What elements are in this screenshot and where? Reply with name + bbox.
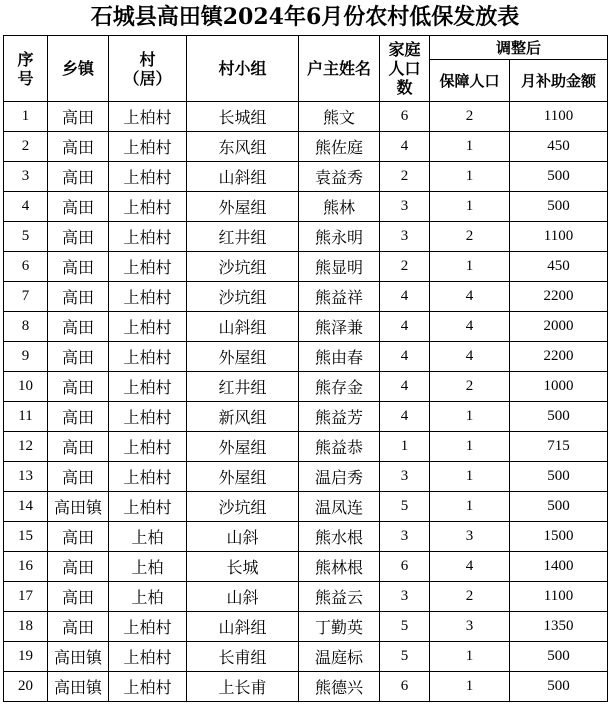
cell-amount: 715 bbox=[510, 432, 608, 462]
cell-group: 上长甫 bbox=[187, 672, 299, 702]
cell-township: 高田 bbox=[48, 582, 109, 612]
cell-village: 上柏村 bbox=[109, 312, 187, 342]
table-row bbox=[4, 312, 608, 342]
table-row bbox=[4, 132, 608, 162]
cell-village: 上柏村 bbox=[109, 492, 187, 522]
cell-covered: 1 bbox=[430, 642, 510, 672]
cell-family-size: 4 bbox=[380, 282, 430, 312]
table-row bbox=[4, 492, 608, 522]
cell-group: 外屋组 bbox=[187, 192, 299, 222]
cell-group: 长城组 bbox=[187, 102, 299, 132]
cell-index: 17 bbox=[4, 582, 48, 612]
cell-index: 2 bbox=[4, 132, 48, 162]
cell-township: 高田 bbox=[48, 222, 109, 252]
cell-group: 东风组 bbox=[187, 132, 299, 162]
cell-group: 山斜组 bbox=[187, 612, 299, 642]
cell-head-name: 袁益秀 bbox=[299, 162, 380, 192]
cell-head-name: 丁勤英 bbox=[299, 612, 380, 642]
cell-index: 6 bbox=[4, 252, 48, 282]
cell-group: 红井组 bbox=[187, 372, 299, 402]
cell-head-name: 熊泽兼 bbox=[299, 312, 380, 342]
cell-covered: 3 bbox=[430, 612, 510, 642]
cell-amount: 500 bbox=[510, 192, 608, 222]
cell-index: 1 bbox=[4, 102, 48, 132]
cell-group: 山斜组 bbox=[187, 162, 299, 192]
cell-head-name: 熊林根 bbox=[299, 552, 380, 582]
cell-village: 上柏村 bbox=[109, 672, 187, 702]
cell-family-size: 2 bbox=[380, 162, 430, 192]
cell-amount: 1400 bbox=[510, 552, 608, 582]
cell-family-size: 2 bbox=[380, 252, 430, 282]
cell-village: 上柏村 bbox=[109, 342, 187, 372]
cell-township: 高田 bbox=[48, 162, 109, 192]
cell-family-size: 5 bbox=[380, 612, 430, 642]
table-body bbox=[4, 102, 608, 702]
table-row bbox=[4, 192, 608, 222]
cell-village: 上柏村 bbox=[109, 642, 187, 672]
cell-village: 上柏 bbox=[109, 582, 187, 612]
cell-village: 上柏村 bbox=[109, 102, 187, 132]
cell-village: 上柏村 bbox=[109, 162, 187, 192]
table-row bbox=[4, 642, 608, 672]
cell-village: 上柏村 bbox=[109, 192, 187, 222]
cell-head-name: 熊德兴 bbox=[299, 672, 380, 702]
cell-index: 9 bbox=[4, 342, 48, 372]
cell-village: 上柏村 bbox=[109, 132, 187, 162]
cell-family-size: 4 bbox=[380, 342, 430, 372]
cell-amount: 1100 bbox=[510, 222, 608, 252]
header-covered: 保障人口 bbox=[430, 60, 510, 102]
cell-family-size: 6 bbox=[380, 552, 430, 582]
cell-township: 高田 bbox=[48, 372, 109, 402]
cell-group: 沙坑组 bbox=[187, 252, 299, 282]
cell-group: 新风组 bbox=[187, 402, 299, 432]
cell-covered: 1 bbox=[430, 492, 510, 522]
cell-village: 上柏村 bbox=[109, 222, 187, 252]
cell-covered: 2 bbox=[430, 222, 510, 252]
cell-head-name: 熊水根 bbox=[299, 522, 380, 552]
cell-head-name: 温启秀 bbox=[299, 462, 380, 492]
cell-township: 高田 bbox=[48, 522, 109, 552]
cell-head-name: 熊文 bbox=[299, 102, 380, 132]
cell-covered: 4 bbox=[430, 342, 510, 372]
table-row bbox=[4, 162, 608, 192]
cell-covered: 4 bbox=[430, 552, 510, 582]
cell-index: 10 bbox=[4, 372, 48, 402]
cell-group: 外屋组 bbox=[187, 432, 299, 462]
cell-head-name: 熊益恭 bbox=[299, 432, 380, 462]
cell-village: 上柏村 bbox=[109, 402, 187, 432]
cell-village: 上柏村 bbox=[109, 282, 187, 312]
header-village: 村（居） bbox=[109, 36, 187, 102]
cell-amount: 500 bbox=[510, 462, 608, 492]
cell-amount: 2200 bbox=[510, 282, 608, 312]
cell-family-size: 4 bbox=[380, 402, 430, 432]
cell-township: 高田 bbox=[48, 552, 109, 582]
table-row bbox=[4, 522, 608, 552]
cell-township: 高田 bbox=[48, 402, 109, 432]
cell-family-size: 5 bbox=[380, 642, 430, 672]
cell-township: 高田 bbox=[48, 132, 109, 162]
cell-village: 上柏村 bbox=[109, 612, 187, 642]
page-title: 石城县高田镇2024年6月份农村低保发放表 bbox=[90, 4, 520, 30]
cell-village: 上柏 bbox=[109, 552, 187, 582]
cell-township: 高田 bbox=[48, 102, 109, 132]
cell-amount: 1350 bbox=[510, 612, 608, 642]
header-family: 家庭人口数 bbox=[380, 36, 430, 102]
cell-group: 山斜 bbox=[187, 522, 299, 552]
cell-head-name: 温庭标 bbox=[299, 642, 380, 672]
cell-amount: 1100 bbox=[510, 582, 608, 612]
cell-index: 3 bbox=[4, 162, 48, 192]
table-row bbox=[4, 612, 608, 642]
cell-covered: 1 bbox=[430, 132, 510, 162]
cell-head-name: 熊佐庭 bbox=[299, 132, 380, 162]
cell-covered: 1 bbox=[430, 402, 510, 432]
cell-index: 7 bbox=[4, 282, 48, 312]
table-row bbox=[4, 672, 608, 702]
cell-group: 外屋组 bbox=[187, 462, 299, 492]
header-index: 序号 bbox=[4, 36, 48, 102]
cell-family-size: 4 bbox=[380, 372, 430, 402]
cell-amount: 450 bbox=[510, 132, 608, 162]
cell-group: 山斜组 bbox=[187, 312, 299, 342]
cell-covered: 4 bbox=[430, 312, 510, 342]
cell-amount: 450 bbox=[510, 252, 608, 282]
header-adjusted: 调整后 bbox=[430, 36, 608, 60]
cell-amount: 500 bbox=[510, 672, 608, 702]
cell-village: 上柏村 bbox=[109, 372, 187, 402]
cell-family-size: 1 bbox=[380, 432, 430, 462]
cell-group: 长甫组 bbox=[187, 642, 299, 672]
header-group: 村小组 bbox=[187, 36, 299, 102]
table-row bbox=[4, 222, 608, 252]
cell-village: 上柏村 bbox=[109, 252, 187, 282]
cell-head-name: 熊益祥 bbox=[299, 282, 380, 312]
cell-township: 高田 bbox=[48, 282, 109, 312]
cell-village: 上柏村 bbox=[109, 462, 187, 492]
cell-township: 高田 bbox=[48, 342, 109, 372]
cell-covered: 1 bbox=[430, 192, 510, 222]
cell-family-size: 3 bbox=[380, 222, 430, 252]
header-amount: 月补助金额 bbox=[510, 60, 608, 102]
table-row bbox=[4, 102, 608, 132]
cell-amount: 500 bbox=[510, 642, 608, 672]
cell-township: 高田 bbox=[48, 252, 109, 282]
allowance-table bbox=[3, 35, 608, 702]
cell-head-name: 熊益云 bbox=[299, 582, 380, 612]
cell-covered: 2 bbox=[430, 582, 510, 612]
cell-index: 4 bbox=[4, 192, 48, 222]
cell-amount: 1000 bbox=[510, 372, 608, 402]
header-head: 户主姓名 bbox=[299, 36, 380, 102]
cell-amount: 1500 bbox=[510, 522, 608, 552]
cell-amount: 500 bbox=[510, 402, 608, 432]
table-row bbox=[4, 582, 608, 612]
cell-group: 山斜 bbox=[187, 582, 299, 612]
table-row bbox=[4, 552, 608, 582]
cell-amount: 1100 bbox=[510, 102, 608, 132]
cell-index: 11 bbox=[4, 402, 48, 432]
cell-group: 沙坑组 bbox=[187, 492, 299, 522]
cell-family-size: 3 bbox=[380, 462, 430, 492]
cell-group: 红井组 bbox=[187, 222, 299, 252]
cell-amount: 500 bbox=[510, 162, 608, 192]
table-row bbox=[4, 342, 608, 372]
cell-township: 高田 bbox=[48, 432, 109, 462]
cell-covered: 4 bbox=[430, 282, 510, 312]
cell-group: 外屋组 bbox=[187, 342, 299, 372]
cell-index: 18 bbox=[4, 612, 48, 642]
cell-head-name: 熊林 bbox=[299, 192, 380, 222]
cell-village: 上柏村 bbox=[109, 432, 187, 462]
cell-covered: 3 bbox=[430, 522, 510, 552]
cell-township: 高田镇 bbox=[48, 642, 109, 672]
cell-covered: 1 bbox=[430, 462, 510, 492]
cell-head-name: 熊由春 bbox=[299, 342, 380, 372]
table-row bbox=[4, 462, 608, 492]
table-row bbox=[4, 372, 608, 402]
table-row bbox=[4, 282, 608, 312]
cell-township: 高田 bbox=[48, 612, 109, 642]
cell-township: 高田镇 bbox=[48, 672, 109, 702]
cell-covered: 1 bbox=[430, 252, 510, 282]
cell-amount: 500 bbox=[510, 492, 608, 522]
cell-index: 12 bbox=[4, 432, 48, 462]
cell-index: 5 bbox=[4, 222, 48, 252]
cell-township: 高田 bbox=[48, 192, 109, 222]
cell-covered: 1 bbox=[430, 432, 510, 462]
cell-group: 长城 bbox=[187, 552, 299, 582]
header-township: 乡镇 bbox=[48, 36, 109, 102]
cell-head-name: 熊益芳 bbox=[299, 402, 380, 432]
cell-index: 13 bbox=[4, 462, 48, 492]
cell-covered: 1 bbox=[430, 162, 510, 192]
cell-village: 上柏 bbox=[109, 522, 187, 552]
table-row bbox=[4, 432, 608, 462]
cell-index: 20 bbox=[4, 672, 48, 702]
table-row bbox=[4, 402, 608, 432]
cell-head-name: 熊存金 bbox=[299, 372, 380, 402]
cell-index: 8 bbox=[4, 312, 48, 342]
cell-covered: 1 bbox=[430, 672, 510, 702]
cell-family-size: 4 bbox=[380, 312, 430, 342]
cell-covered: 2 bbox=[430, 372, 510, 402]
cell-family-size: 4 bbox=[380, 132, 430, 162]
cell-amount: 2000 bbox=[510, 312, 608, 342]
cell-group: 沙坑组 bbox=[187, 282, 299, 312]
cell-family-size: 6 bbox=[380, 672, 430, 702]
cell-township: 高田镇 bbox=[48, 492, 109, 522]
cell-amount: 2200 bbox=[510, 342, 608, 372]
cell-township: 高田 bbox=[48, 312, 109, 342]
cell-index: 19 bbox=[4, 642, 48, 672]
cell-head-name: 熊显明 bbox=[299, 252, 380, 282]
cell-township: 高田 bbox=[48, 462, 109, 492]
cell-head-name: 温凤连 bbox=[299, 492, 380, 522]
cell-family-size: 5 bbox=[380, 492, 430, 522]
cell-family-size: 3 bbox=[380, 192, 430, 222]
cell-index: 14 bbox=[4, 492, 48, 522]
cell-family-size: 3 bbox=[380, 582, 430, 612]
cell-family-size: 6 bbox=[380, 102, 430, 132]
cell-covered: 2 bbox=[430, 102, 510, 132]
cell-head-name: 熊永明 bbox=[299, 222, 380, 252]
cell-index: 15 bbox=[4, 522, 48, 552]
table-row bbox=[4, 252, 608, 282]
cell-family-size: 3 bbox=[380, 522, 430, 552]
cell-index: 16 bbox=[4, 552, 48, 582]
